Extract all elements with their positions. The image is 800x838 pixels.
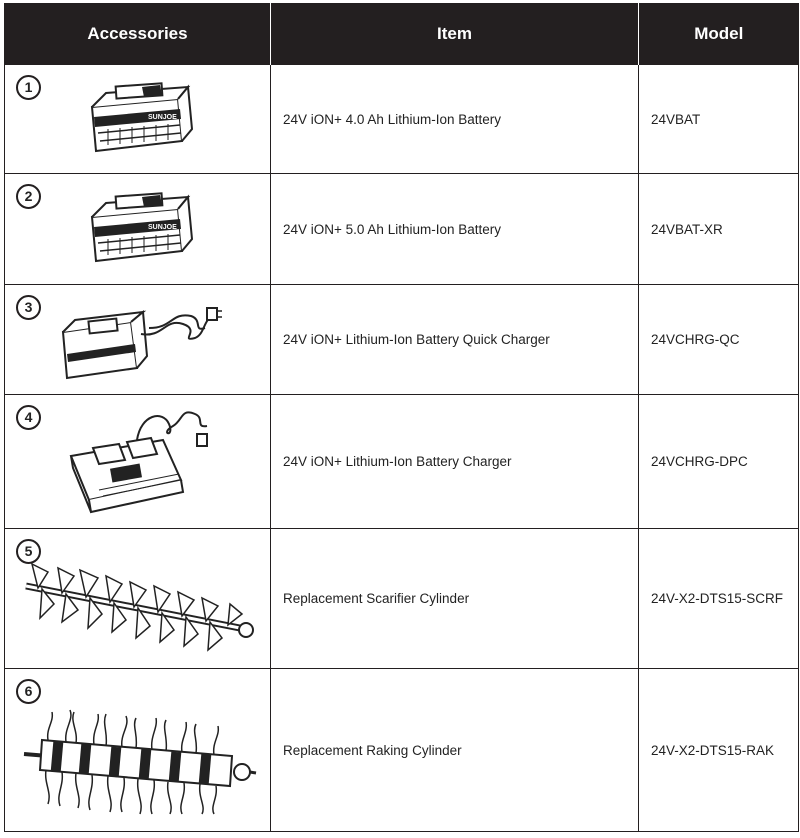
- item-number-badge: 3: [16, 295, 41, 320]
- accessory-cell: [5, 669, 271, 832]
- header-accessories: Accessories: [5, 3, 271, 65]
- item-number-badge: 2: [16, 184, 41, 209]
- table-row: [5, 669, 799, 832]
- battery-icon: [78, 189, 198, 269]
- table-row: [5, 285, 799, 395]
- accessory-cell: [5, 529, 271, 669]
- charger-icon: [53, 298, 223, 382]
- item-cell: Replacement Scarifier Cylinder: [271, 529, 639, 669]
- item-cell: 24V iON+ 4.0 Ah Lithium-Ion Battery: [271, 65, 639, 174]
- model-cell: 24V-X2-DTS15-SCRF: [639, 529, 799, 669]
- model-cell: 24VCHRG-DPC: [639, 395, 799, 529]
- table-row: [5, 395, 799, 529]
- accessory-cell: [5, 395, 271, 529]
- accessory-cell: [5, 285, 271, 395]
- battery-icon: [78, 79, 198, 159]
- table-row: [5, 529, 799, 669]
- accessory-cell: [5, 65, 271, 174]
- model-cell: 24V-X2-DTS15-RAK: [639, 669, 799, 832]
- model-cell: 24VBAT: [639, 65, 799, 174]
- table-row: [5, 65, 799, 174]
- table-row: [5, 174, 799, 285]
- header-model: Model: [639, 3, 799, 65]
- item-cell: 24V iON+ 5.0 Ah Lithium-Ion Battery: [271, 174, 639, 285]
- item-number-badge: 6: [16, 679, 41, 704]
- dual-port-charger-icon: [63, 404, 213, 520]
- svg-text:SUNJOE: SUNJOE: [147, 114, 177, 121]
- item-cell: 24V iON+ Lithium-Ion Battery Charger: [271, 395, 639, 529]
- item-cell: 24V iON+ Lithium-Ion Battery Quick Charger: [271, 285, 639, 395]
- header-item: Item: [271, 3, 639, 65]
- item-number-badge: 1: [16, 75, 41, 100]
- item-number-badge: 5: [16, 539, 41, 564]
- accessories-table: [4, 3, 799, 832]
- svg-text:SUNJOE: SUNJOE: [147, 224, 177, 231]
- model-cell: 24VCHRG-QC: [639, 285, 799, 395]
- accessory-cell: [5, 174, 271, 285]
- model-cell: 24VBAT-XR: [639, 174, 799, 285]
- scarifier-cylinder-icon: [18, 542, 258, 662]
- item-number-badge: 4: [16, 405, 41, 430]
- header-row: [5, 3, 799, 65]
- raking-cylinder-icon: [18, 698, 258, 818]
- item-cell: Replacement Raking Cylinder: [271, 669, 639, 832]
